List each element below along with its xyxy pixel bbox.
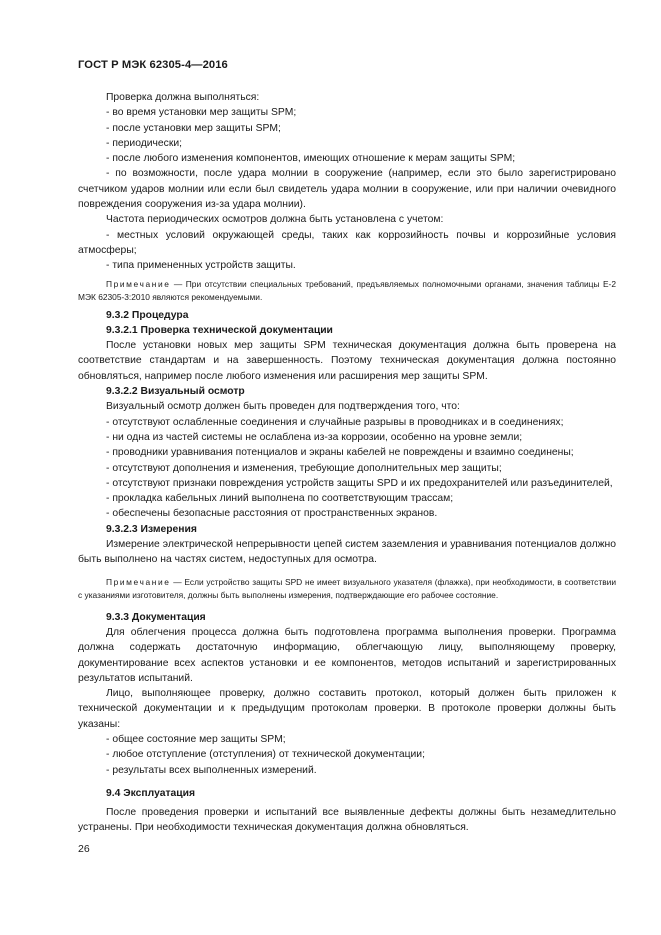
- note-text: — При отсутствии специальных требований, предъявляемых полномочными органами, значения таблицы Е-2 МЭК 62305-3:2010 являются рекомендуемыми.: [78, 278, 616, 302]
- list-item: - ни одна из частей системы не ослаблена из-за коррозии, особенно на уровне земли;: [106, 431, 523, 443]
- section-heading: 9.3.2 Процедура: [106, 309, 189, 321]
- list-item: - любое отступление (отступления) от технической документации;: [106, 749, 425, 761]
- paragraph: После проведения проверки и испытаний все выявленные дефекты должны быть незамедлительно устранены. При необходимости техническая документация должна обновляться.: [78, 807, 616, 834]
- list-item: - местных условий окружающей среды, таких как коррозийность почвы и коррозийные условия атмосферы;: [78, 229, 616, 256]
- note: [78, 278, 616, 304]
- list-item: - проводники уравнивания потенциалов и экраны кабелей не повреждены и взаимно соединены;: [106, 447, 574, 459]
- note: [78, 576, 616, 602]
- paragraph: Проверка должна выполняться:: [106, 92, 260, 103]
- note-label: Примечание: [106, 278, 171, 289]
- section-heading: 9.3.3 Документация: [106, 611, 206, 623]
- paragraph: Частота периодических осмотров должна быть установлена с учетом:: [106, 214, 444, 226]
- section-heading: 9.3.2.1 Проверка технической документации: [106, 324, 333, 336]
- page-number: 26: [78, 843, 90, 855]
- section-heading: 9.3.2.2 Визуальный осмотр: [106, 386, 245, 398]
- section-heading: 9.4 Эксплуатация: [106, 787, 196, 799]
- list-item: - после установки мер защиты SPM;: [106, 122, 281, 134]
- paragraph: Визуальный осмотр должен быть проведен для подтверждения того, что:: [106, 401, 460, 413]
- document-body: [78, 90, 616, 836]
- list-item: - отсутствуют ослабленные соединения и случайные разрывы в проводниках и в соединениях;: [106, 416, 564, 428]
- paragraph: Измерение электрической непрерывности цепей систем заземления и уравнивания потенциалов должно быть выполнено на частях систем, недоступных для осмотра.: [78, 539, 616, 566]
- list-item: - результаты всех выполненных измерений.: [106, 764, 317, 776]
- note-text: — Если устройство защиты SPD не имеет визуального указателя (флажка), при необходимости, в соответствии с указаниями изготовителя, должны быть выполнены измерения, подтверждающие его рабочее состояние.: [78, 576, 616, 600]
- list-item: - прокладка кабельных линий выполнена по соответствующим трассам;: [106, 493, 454, 505]
- list-item: - во время установки мер защиты SPM;: [106, 107, 297, 119]
- note-label: Примечание: [106, 576, 171, 587]
- list-item: - после любого изменения компонентов, имеющих отношение к мерам защиты SPM;: [106, 153, 516, 165]
- list-item: - типа примененных устройств защиты.: [106, 260, 296, 272]
- list-item: - периодически;: [106, 137, 183, 149]
- list-item: - обеспечены безопасные расстояния от пространственных экранов.: [106, 508, 438, 520]
- list-item: - по возможности, после удара молнии в сооружение (например, если это было зарегистрировано счетчиком ударов молнии или если был свидетель удара молнии в сооружение, или при наличии очевидного повреждения сооружения из-за удара молнии).: [78, 168, 616, 211]
- paragraph: Лицо, выполняющее проверку, должно составить протокол, который должен быть приложен к технической документации и к предыдущим протоколам проверки. В протоколе проверки должны быть указаны:: [78, 688, 616, 730]
- section-heading: 9.3.2.3 Измерения: [106, 523, 197, 535]
- paragraph: Для облегчения процесса должна быть подготовлена программа выполнения проверки. Программа должна содержать достаточную информацию, облегчающую лицу, выполняющему проверку, документирование всех аспектов установки и ее компонентов, методов испытаний и зарегистрированных результатов испытаний.: [78, 626, 616, 684]
- document-header: ГОСТ Р МЭК 62305-4—2016: [78, 59, 228, 71]
- list-item: - отсутствуют дополнения и изменения, требующие дополнительных мер защиты;: [106, 462, 502, 474]
- list-item: - отсутствуют признаки повреждения устройств защиты SPD и их предохранителей или разъединителей,: [106, 477, 613, 489]
- paragraph: После установки новых мер защиты SPM техническая документация должна быть проверена на соответствие стандартам и на завершенность. Поэтому техническая документация должна постоянно обновляться, например после любого изменения или расширения мер защиты SPM.: [78, 340, 616, 382]
- list-item: - общее состояние мер защиты SPM;: [106, 733, 286, 745]
